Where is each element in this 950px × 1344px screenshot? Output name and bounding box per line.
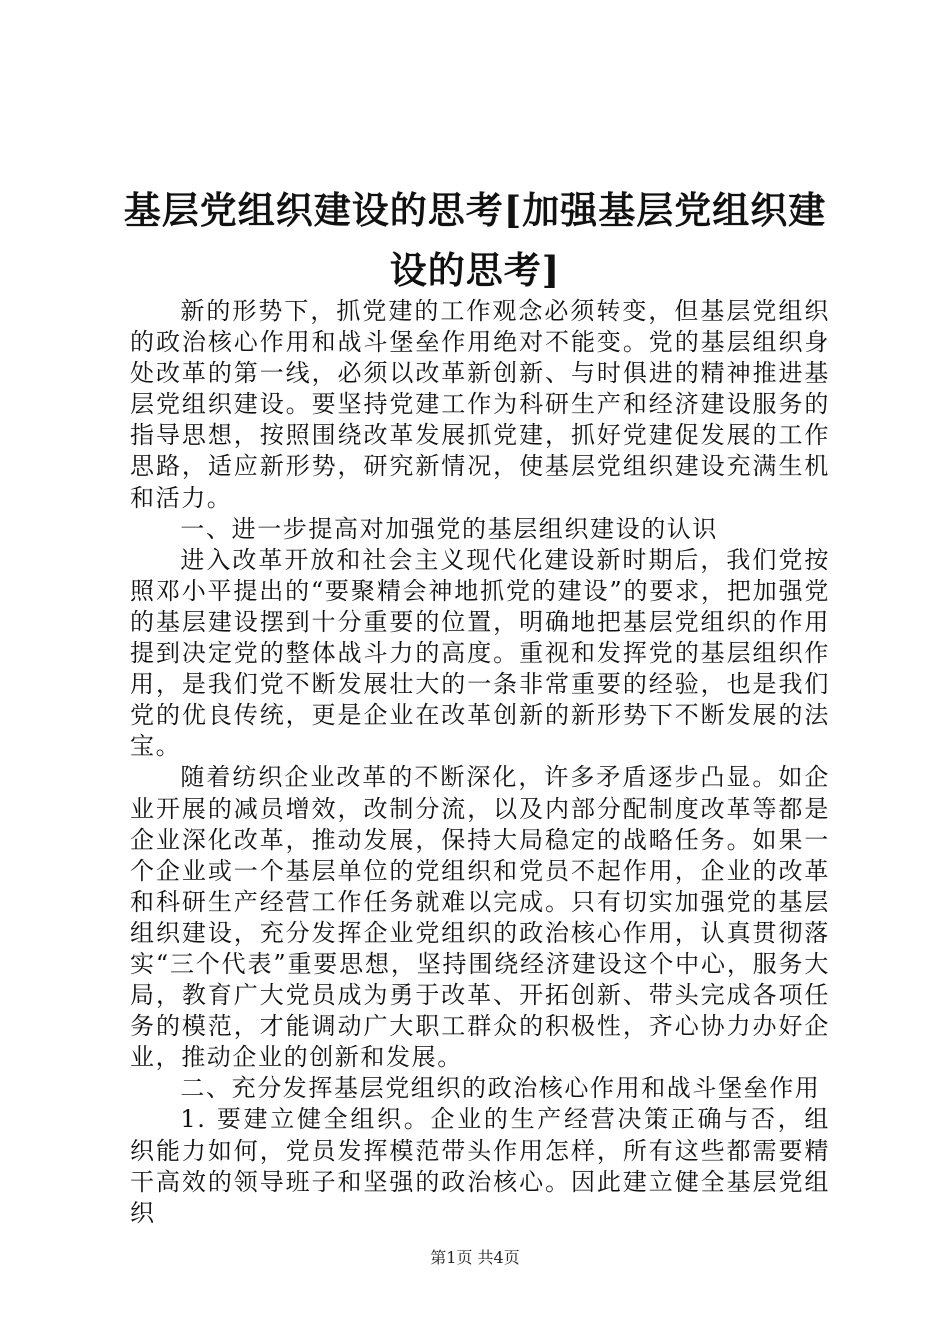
document-title: 基层党组织建设的思考[加强基层党组织建设的思考]	[123, 188, 827, 292]
paragraph-section-1a: 进入改革开放和社会主义现代化建设新时期后，我们党按照邓小平提出的“要聚精会神地抓党的建设”的要求，把加强党的基层建设摆到十分重要的位置，明确地把基层党组织的作用提到决定党的整体战斗力的高度。重视和发挥党的基层组织作用，是我们党不断发展壮大的一条非常重要的经验，也是我们党的优良传统，更是企业在改革创新的新形势下不断发展的法宝。	[130, 545, 830, 761]
page-number-footer: 第1页 共4页	[430, 1248, 520, 1267]
paragraph-section-1b: 随着纺织企业改革的不断深化，许多矛盾逐步凸显。如企业开展的减员增效，改制分流，以及内部分配制度改革等都是企业深化改革，推动发展，保持大局稳定的战略任务。如果一个企业或一个基层单位的党组织和党员不起作用，企业的改革和科研生产经营工作任务就难以完成。只有切实加强党的基层组织建设，充分发挥企业党组织的政治核心作用，认真贯彻落实“三个代表”重要思想，坚持围绕经济建设这个中心，服务大局，教育广大党员成为勇于改革、开拓创新、带头完成各项任务的模范，才能调动广大职工群众的积极性，齐心协力办好企业，推动企业的创新和发展。	[130, 763, 830, 1072]
document-body	[130, 296, 830, 1229]
paragraph-intro: 新的形势下，抓党建的工作观念必须转变，但基层党组织的政治核心作用和战斗堡垒作用绝对不能变。党的基层组织身处改革的第一线，必须以改革新创新、与时俱进的精神推进基层党组织建设。要坚持党建工作为科研生产和经济建设服务的指导思想，按照围绕改革发展抓党建，抓好党建促发展的工作思路，适应新形势，研究新情况，使基层党组织建设充满生机和活力。	[130, 297, 830, 512]
section-heading-2: 二、充分发挥基层党组织的政治核心作用和战斗堡垒作用	[180, 1074, 821, 1103]
paragraph-section-2a: 1. 要建立健全组织。企业的生产经营决策正确与否，组织能力如何，党员发挥模范带头作用怎样，所有这些都需要精干高效的领导班子和坚强的政治核心。因此建立健全基层党组织	[130, 1105, 830, 1227]
section-heading-1: 一、进一步提高对加强党的基层组织建设的认识	[180, 514, 718, 543]
